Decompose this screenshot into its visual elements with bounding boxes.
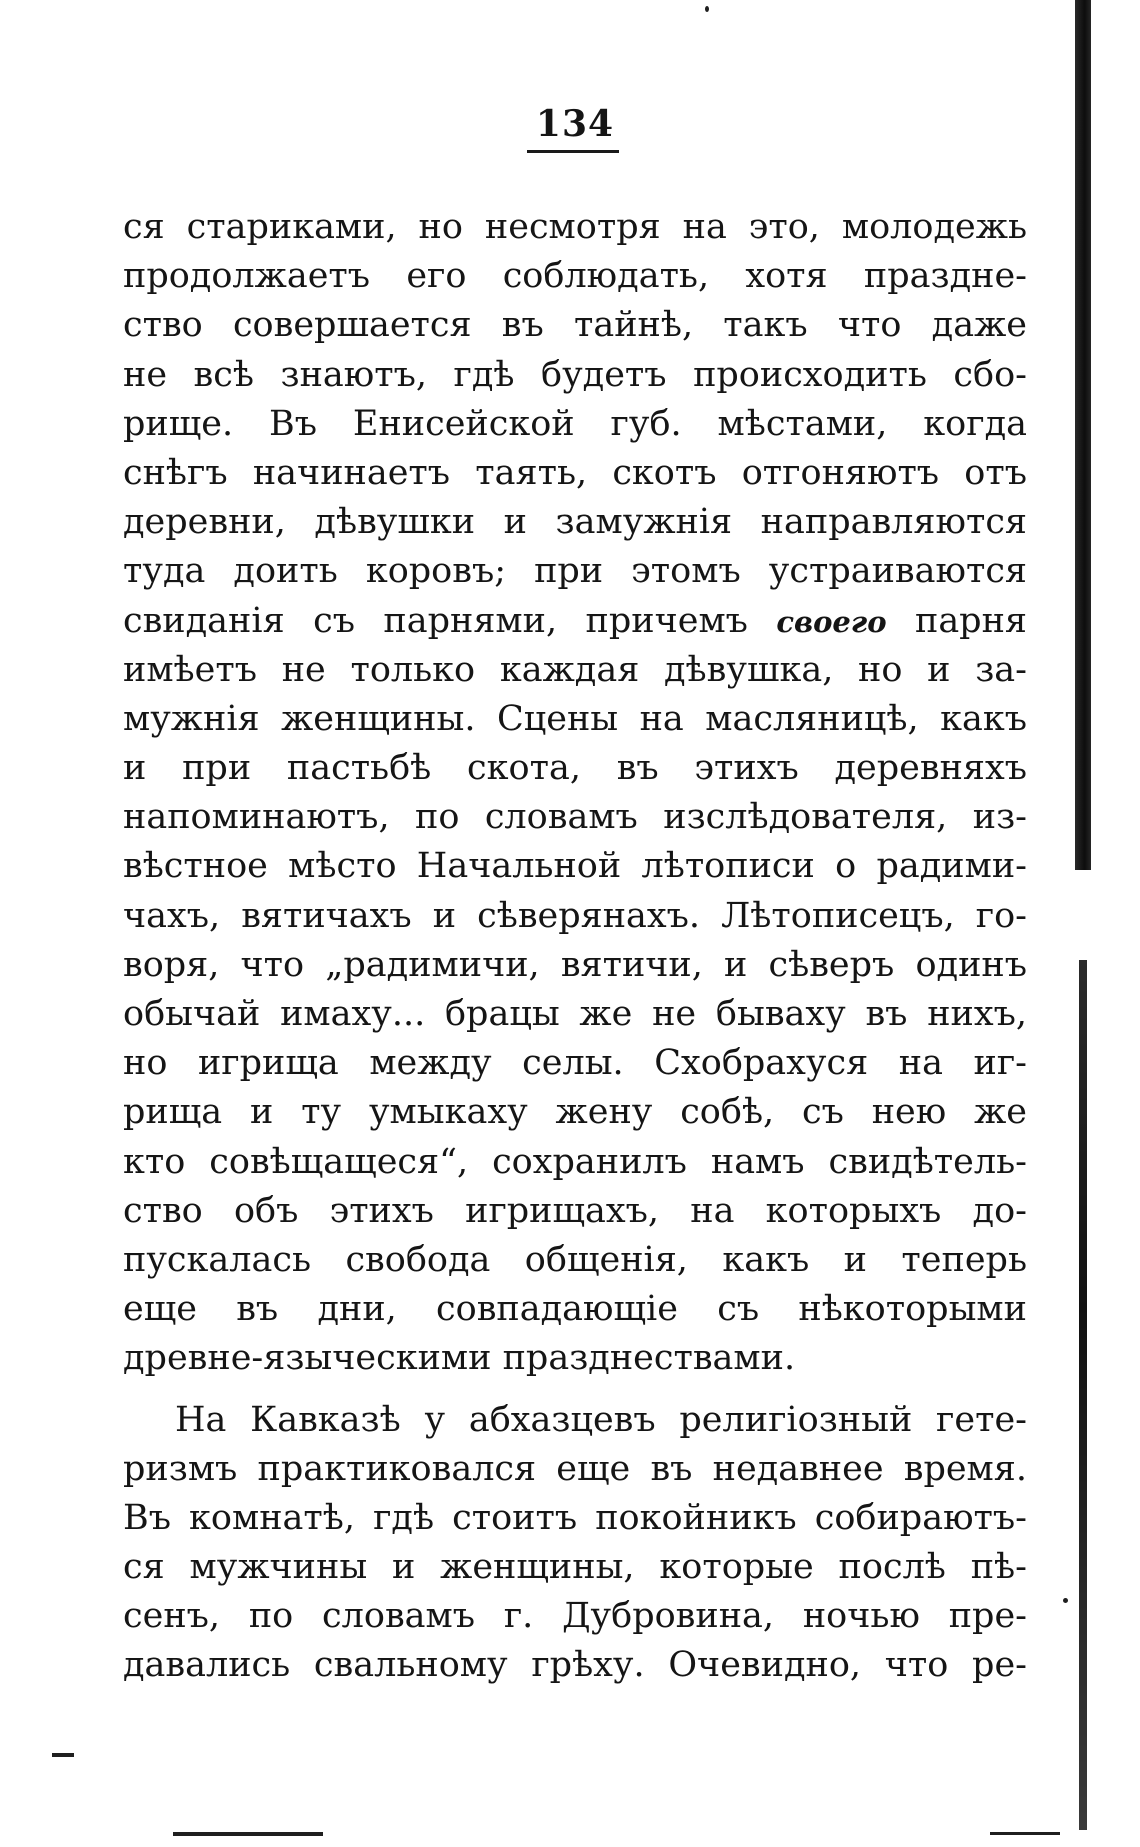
text-line: ся стариками, но несмотря на это, молодежь: [123, 207, 1027, 247]
text-line: чахъ, вятичахъ и сѣверянахъ. Лѣтописецъ, го-: [123, 895, 1027, 936]
scan-mark: [990, 1832, 1060, 1835]
text-line: туда доить коровъ; при этомъ устраиваются: [123, 551, 1027, 592]
text-line: ризмъ практиковался еще въ недавнее время.: [123, 1448, 1027, 1489]
text-line: но игрища между селы. Схобрахуся на иг-: [123, 1043, 1027, 1084]
text-line: напоминаютъ, по словамъ изслѣдователя, из-: [123, 797, 1027, 838]
text-line: обычай имаху... брацы же не бываху въ нихъ,: [123, 994, 1027, 1034]
scan-mark: [1063, 1598, 1068, 1603]
body-text: [123, 203, 1027, 1691]
text-line: продолжаетъ его соблюдать, хотя праздне-: [123, 256, 1027, 297]
text-line: пускалась свобода общенія, какъ и теперь: [123, 1239, 1027, 1280]
text-line-with-italic: [123, 597, 1027, 646]
text-line: не всѣ знаютъ, гдѣ будетъ происходить сбо-: [123, 354, 1027, 395]
text-line: ство объ этихъ игрищахъ, на которыхъ до-: [123, 1190, 1027, 1231]
scan-mark: [705, 6, 709, 12]
scan-mark: [173, 1832, 323, 1836]
text-segment: свиданія съ парнями, причемъ: [123, 600, 777, 641]
scan-mark: [52, 1753, 74, 1757]
text-line: кто совѣщащеся“, сохранилъ намъ свидѣтель-: [123, 1141, 1027, 1182]
text-line: еще въ дни, совпадающіе съ нѣкоторыми: [123, 1289, 1027, 1330]
paragraph-start-line: На Кавказѣ у абхазцевъ религіозный гете-: [175, 1399, 1027, 1440]
text-line: мужнія женщины. Сцены на масляницѣ, какъ: [123, 698, 1027, 739]
paragraph-end-line: древне-языческими празднествами.: [123, 1338, 796, 1379]
binding-shadow: [1075, 0, 1091, 870]
text-line: сенъ, по словамъ г. Дубровина, ночью пре-: [123, 1596, 1027, 1637]
text-line: ся мужчины и женщины, которые послѣ пѣ-: [123, 1547, 1027, 1588]
page-number: 134: [535, 103, 615, 145]
text-line: давались свальному грѣху. Очевидно, что ре-: [123, 1645, 1027, 1686]
text-line: ство совершается въ тайнѣ, такъ что даже: [123, 305, 1027, 346]
italic-word: своего: [776, 604, 887, 639]
text-line: вѣстное мѣсто Начальной лѣтописи о радими-: [123, 846, 1027, 887]
text-line: имѣетъ не только каждая дѣвушка, но и за-: [123, 649, 1027, 690]
text-segment: парня: [886, 600, 1027, 641]
page-number-rule: [527, 150, 619, 153]
text-line: снѣгъ начинаетъ таять, скотъ отгоняютъ отъ: [123, 452, 1027, 493]
text-line: рища и ту умыкаху жену собѣ, съ нею же: [123, 1092, 1027, 1133]
text-line: Въ комнатѣ, гдѣ стоитъ покойникъ собираютъ-: [123, 1497, 1027, 1538]
text-line: деревни, дѣвушки и замужнія направляются: [123, 502, 1027, 543]
binding-shadow-lower: [1079, 960, 1087, 1830]
text-line: воря, что „радимичи, вятичи, и сѣверъ одинъ: [123, 944, 1027, 985]
text-line: и при пастьбѣ скота, въ этихъ деревняхъ: [123, 748, 1027, 789]
text-line: рище. Въ Енисейской губ. мѣстами, когда: [123, 403, 1027, 444]
